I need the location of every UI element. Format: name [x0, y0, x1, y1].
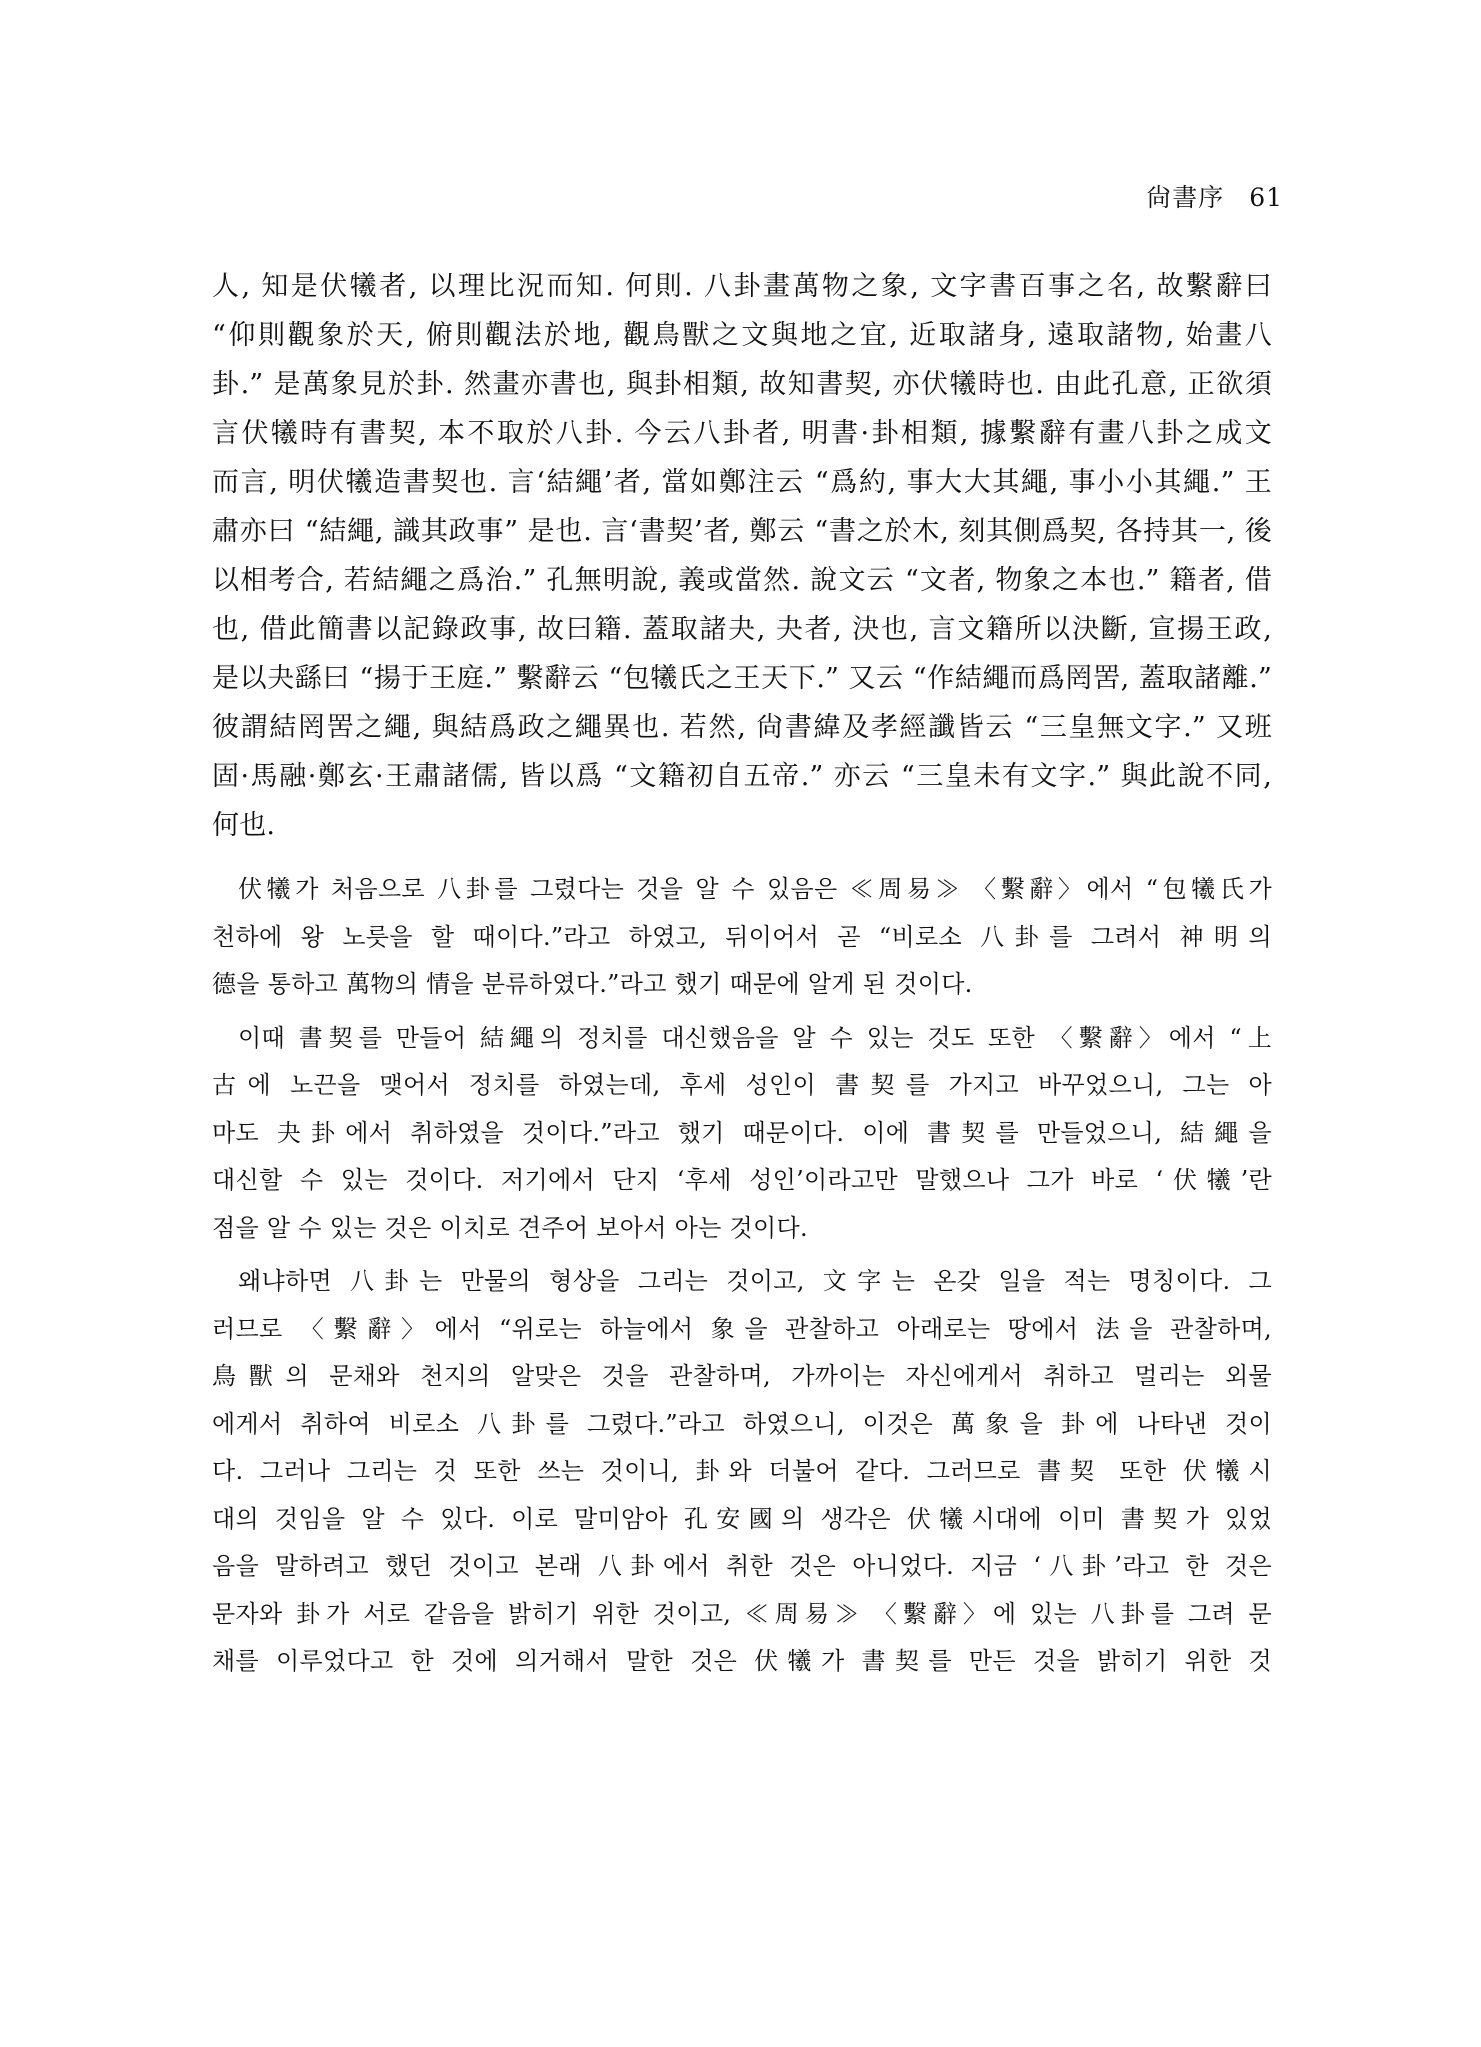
text-line: 伏犧가 처음으로 八卦를 그렸다는 것을 알 수 있음은 ≪周易≫ 〈繫辭〉에서 “包犧氏가 — [238, 875, 1272, 903]
text-line: 是以夬繇曰 “揚于王庭.” 繫辭云 “包犧氏之王天下.” 又云 “作結繩而爲罔罟, 蓋取諸離.” — [212, 663, 1272, 694]
text-line: 肅亦曰 “結繩, 識其政事” 是也. 言‘書契’者, 鄭云 “書之於木, 刻其側爲契, 各持其一, 後 — [212, 516, 1272, 547]
text-line: “仰則觀象於天, 俯則觀法於地, 觀鳥獸之文與地之宜, 近取諸身, 遠取諸物, 始畫八 — [212, 320, 1272, 351]
translation-paragraph — [212, 1015, 1272, 1253]
text-line: 대신할 수 있는 것이다. 저기에서 단지 ‘후세 성인’이라고만 말했으나 그가 바로 ‘伏犧’란 — [212, 1166, 1272, 1194]
text-line: 음을 말하려고 했던 것이고 본래 八卦에서 취한 것은 아니었다. 지금 ‘八卦’라고 한 것은 — [212, 1552, 1272, 1580]
text-line: 대의 것임을 알 수 있다. 이로 말미암아 孔安國의 생각은 伏犧시대에 이미 書契가 있었 — [212, 1504, 1272, 1533]
translation-paragraph — [212, 1258, 1272, 1686]
text-line: 卦.” 是萬象見於卦. 然畫亦書也, 與卦相類, 故知書契, 亦伏犧時也. 由此孔意, 正欲須 — [212, 369, 1272, 400]
page-number: 61 — [1249, 183, 1283, 212]
running-header — [1146, 178, 1283, 214]
text-line: 彼謂結罔罟之繩, 與結爲政之繩異也. 若然, 尙書緯及孝經讖皆云 “三皇無文字.” 又班 — [212, 712, 1272, 743]
text-line: 何也. — [212, 810, 276, 841]
text-line: 왜냐하면 八卦는 만물의 형상을 그리는 것이고, 文字는 온갖 일을 적는 명칭이다. 그 — [238, 1267, 1272, 1295]
classical-chinese-commentary — [212, 262, 1272, 850]
text-line: 이때 書契를 만들어 結繩의 정치를 대신했음을 알 수 있는 것도 또한 〈繫辭〉에서 “上 — [238, 1023, 1272, 1052]
text-line: 人, 知是伏犧者, 以理比況而知. 何則. 八卦畫萬物之象, 文字書百事之名, 故繫辭曰 — [212, 271, 1272, 302]
text-line: 古에 노끈을 맺어서 정치를 하였는데, 후세 성인이 書契를 가지고 바꾸었으니, 그는 아 — [212, 1071, 1272, 1099]
body-text — [212, 262, 1272, 1692]
text-line: 也, 借此簡書以記錄政事, 故曰籍. 蓋取諸夬, 夬者, 決也, 言文籍所以決斷, 宣揚王政, — [212, 614, 1272, 645]
running-title: 尙書序 — [1146, 183, 1225, 212]
text-line: 鳥獸의 문채와 천지의 알맞은 것을 관찰하며, 가까이는 자신에게서 취하고 멀리는 외물 — [212, 1362, 1272, 1390]
korean-translation — [212, 866, 1272, 1686]
text-line: 마도 夬卦에서 취하였을 것이다.”라고 했기 때문이다. 이에 書契를 만들었으니, 結繩을 — [212, 1118, 1272, 1147]
text-line: 而言, 明伏犧造書契也. 言‘結繩’者, 當如鄭注云 “爲約, 事大大其繩, 事小小其繩.” 王 — [212, 467, 1272, 498]
text-line: 固·馬融·鄭玄·王肅諸儒, 皆以爲 “文籍初自五帝.” 亦云 “三皇未有文字.” 與此說不同, — [212, 761, 1272, 792]
text-line: 러므로 〈繫辭〉에서 “위로는 하늘에서 象을 관찰하고 아래로는 땅에서 法을 관찰하며, — [212, 1314, 1272, 1343]
text-line: 점을 알 수 있는 것은 이치로 견주어 보아서 아는 것이다. — [212, 1213, 808, 1242]
text-line: 채를 이루었다고 한 것에 의거해서 말한 것은 伏犧가 書契를 만든 것을 밝히기 위한 것 — [212, 1647, 1272, 1675]
text-line: 문자와 卦가 서로 같음을 밝히기 위한 것이고, ≪周易≫ 〈繫辭〉에 있는 八卦를 그려 문 — [212, 1599, 1272, 1628]
text-line: 德을 통하고 萬物의 情을 분류하였다.”라고 했기 때문에 알게 된 것이다. — [212, 970, 973, 998]
text-line: 에게서 취하여 비로소 八卦를 그렸다.”라고 하였으니, 이것은 萬象을 卦에 나타낸 것이 — [212, 1409, 1272, 1438]
text-line: 以相考合, 若結繩之爲治.” 孔無明說, 義或當然. 說文云 “文者, 物象之本也.” 籍者, 借 — [212, 565, 1272, 596]
text-line: 다. 그러나 그리는 것 또한 쓰는 것이니, 卦와 더불어 같다. 그러므로 書契 또한 伏犧시 — [212, 1457, 1272, 1485]
text-line: 천하에 왕 노릇을 할 때이다.”라고 하였고, 뒤이어서 곧 “비로소 八卦를 그려서 神明의 — [212, 922, 1272, 951]
translation-paragraph — [212, 866, 1272, 1009]
text-line: 言伏犧時有書契, 本不取於八卦. 今云八卦者, 明書·卦相類, 據繫辭有畫八卦之成文 — [212, 418, 1272, 449]
